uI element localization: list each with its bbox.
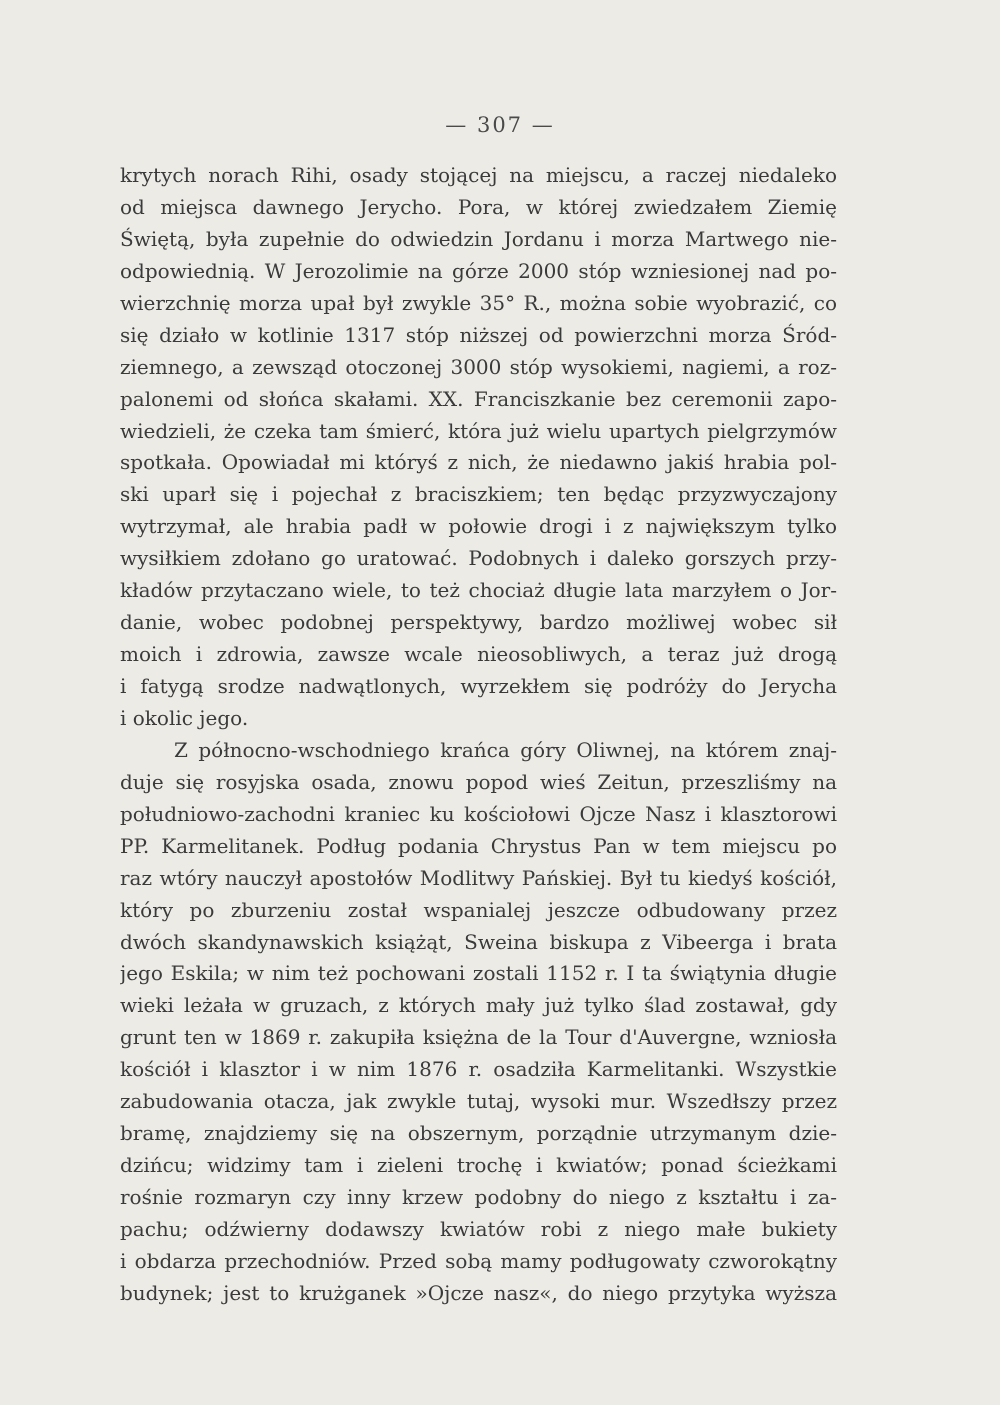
text-line: Z północno-wschodniego krańca góry Oliwnej, na którem znaj- <box>174 737 837 762</box>
text-line: Świętą, była zupełnie do odwiedzin Jordanu i morza Martwego nie- <box>120 226 837 251</box>
body-text <box>120 160 837 1310</box>
text-line: bramę, znajdziemy się na obszernym, porządnie utrzymanym dzie- <box>120 1121 837 1146</box>
text-line: spotkała. Opowiadał mi któryś z nich, że niedawno jakiś hrabia pol- <box>120 450 837 475</box>
text-line: wysiłkiem zdołano go uratować. Podobnych i daleko gorszych przy- <box>120 546 837 571</box>
text-line: wieki leżała w gruzach, z których mały już tylko ślad zostawał, gdy <box>120 993 837 1018</box>
text-line: dzińcu; widzimy tam i zieleni trochę i kwiatów; ponad ścieżkami <box>120 1153 837 1178</box>
text-line: się działo w kotlinie 1317 stóp niższej od powierzchni morza Śród- <box>120 322 837 347</box>
text-line: krytych norach Rihi, osady stojącej na miejscu, a raczej niedaleko <box>120 163 837 187</box>
text-line: od miejsca dawnego Jerycho. Pora, w której zwiedzałem Ziemię <box>120 194 837 219</box>
text-line: dwóch skandynawskich książąt, Sweina biskupa z Vibeerga i brata <box>120 929 837 954</box>
text-line: i fatygą srodze nadwątlonych, wyrzekłem się podróży do Jerycha <box>120 674 837 698</box>
text-line: południowo-zachodni kraniec ku kościołowi Ojcze Nasz i klasztorowi <box>120 801 837 826</box>
text-line: kościół i klasztor i w nim 1876 r. osadziła Karmelitanki. Wszystkie <box>120 1057 837 1082</box>
text-line: palonemi od słońca skałami. XX. Franciszkanie bez ceremonii zapo- <box>120 386 837 411</box>
text-line: kładów przytaczano wiele, to też chociaż długie lata marzyłem o Jor- <box>120 578 837 603</box>
text-line: wytrzymał, ale hrabia padł w połowie drogi i z największym tylko <box>120 514 837 539</box>
paragraph-1 <box>120 160 837 735</box>
text-line: raz wtóry nauczył apostołów Modlitwy Pańskiej. Był tu kiedyś kościół, <box>120 865 837 890</box>
text-line: duje się rosyjska osada, znowu popod wieś Zeitun, przeszliśmy na <box>120 769 837 794</box>
text-line: ziemnego, a zewsząd otoczonej 3000 stóp wysokiemi, nagiemi, a roz- <box>120 354 837 379</box>
page-number: — 307 — <box>445 113 555 137</box>
text-line: wierzchnię morza upał był zwykle 35° R., można sobie wyobrazić, co <box>120 290 837 315</box>
text-line: odpowiednią. W Jerozolimie na górze 2000 stóp wzniesionej nad po- <box>120 258 837 283</box>
text-line: PP. Karmelitanek. Podług podania Chrystus Pan w tem miejscu po <box>120 833 837 858</box>
text-line: budynek; jest to krużganek »Ojcze nasz«, do niego przytyka wyższa <box>120 1280 837 1305</box>
paragraph-2 <box>120 735 837 1310</box>
text-line: pachu; odźwierny dodawszy kwiatów robi z niego małe bukiety <box>120 1216 837 1241</box>
text-line: danie, wobec podobnej perspektywy, bardzo możliwej wobec sił <box>120 610 837 635</box>
text-line: ski uparł się i pojechał z braciszkiem; ten będąc przyzwyczajony <box>120 482 837 507</box>
text-line: który po zburzeniu został wspanialej jeszcze odbudowany przez <box>120 897 837 922</box>
text-line: wiedzieli, że czeka tam śmierć, która już wielu upartych pielgrzymów <box>120 418 837 443</box>
text-line: rośnie rozmaryn czy inny krzew podobny do niego z kształtu i za- <box>120 1185 837 1209</box>
text-line: grunt ten w 1869 r. zakupiła księżna de la Tour d'Auvergne, wzniosła <box>120 1025 837 1050</box>
text-line: moich i zdrowia, zawsze wcale nieosobliwych, a teraz już drogą <box>120 642 837 667</box>
text-line: i okolic jego. <box>120 705 249 730</box>
text-line: jego Eskila; w nim też pochowani zostali 1152 r. I ta świątynia długie <box>120 961 837 986</box>
text-line: zabudowania otacza, jak zwykle tutaj, wysoki mur. Wszedłszy przez <box>120 1089 837 1114</box>
text-line: i obdarza przechodniów. Przed sobą mamy podługowaty czworokątny <box>120 1248 837 1273</box>
